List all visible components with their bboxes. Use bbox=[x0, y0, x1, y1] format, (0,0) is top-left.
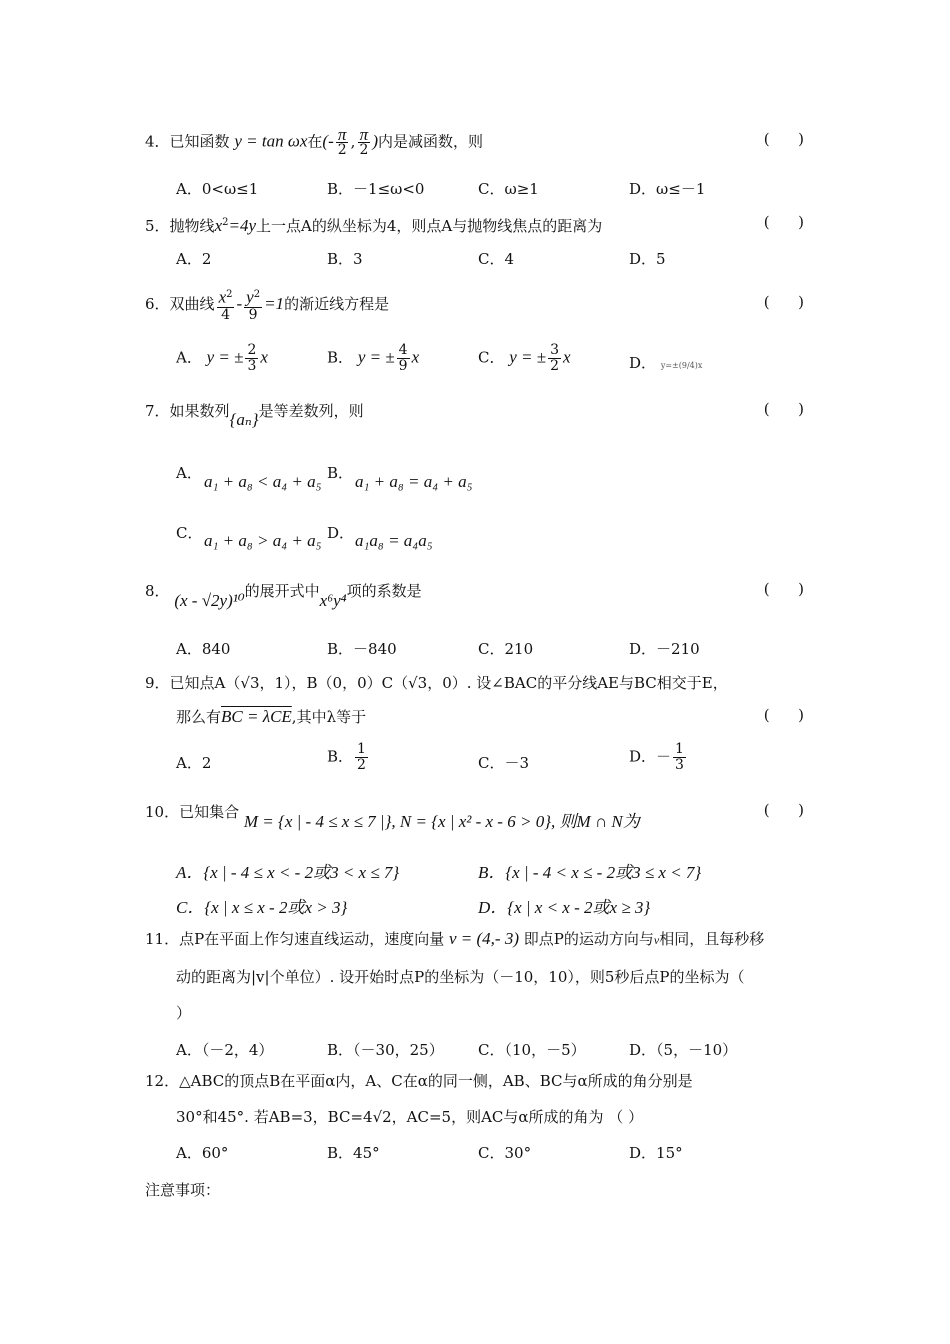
frac-pi-2-b: $\frac{\pi}{2}$ bbox=[359, 125, 369, 158]
q6-option-b: B． y = ± $\frac{4}{9}$ x bbox=[327, 342, 420, 374]
q7-option-c: a₁ + a₈ > a₄ + a₅ bbox=[204, 531, 322, 550]
q8-option-d: D．－210 bbox=[629, 640, 700, 658]
frac-y2-9: $\frac{y^2}{9}$ bbox=[246, 287, 261, 323]
q6-answer-blank: ( ) bbox=[763, 293, 804, 311]
frac-x2-4: $\frac{x^2}{4}$ bbox=[218, 287, 233, 323]
q7-stem: 7．如果数列{aₙ}是等差数列，则 bbox=[145, 402, 364, 429]
q6-option-d: D． y=±(9/4)x bbox=[629, 354, 703, 372]
q12-option-b: B．45° bbox=[327, 1144, 380, 1162]
q8-option-b: B．－840 bbox=[327, 640, 397, 658]
q9-option-d: D．－ $\frac{1}{3}$ bbox=[629, 741, 684, 773]
q12-line1: 12．△ABC的顶点B在平面α内，A、C在α的同一侧，AB、BC与α所成的角分别是 bbox=[145, 1072, 693, 1090]
q11-line3: ） bbox=[176, 1004, 192, 1022]
q12-line2: 30°和45°. 若AB=3，BC=4√2，AC=5，则AC与α所成的角为 （ ） bbox=[176, 1108, 644, 1126]
q6-option-a: A． y = ± $\frac{2}{3}$ x bbox=[176, 342, 268, 374]
q6-option-c: C． y = ± $\frac{3}{2}$ x bbox=[478, 342, 571, 374]
q9-line2: 那么有BC = λCE,其中λ等于 bbox=[176, 707, 367, 726]
q4-option-d: D．ω≤－1 bbox=[629, 180, 706, 198]
q7-option-a: a₁ + a₈ < a₄ + a₅ bbox=[204, 472, 322, 491]
q12-option-c: C．30° bbox=[478, 1144, 532, 1162]
q10-answer-blank: ( ) bbox=[763, 801, 804, 819]
q11-option-d: D．（5，－10） bbox=[629, 1041, 738, 1059]
q9-option-c: C．－3 bbox=[478, 754, 530, 772]
q11-line1: 11．点P在平面上作匀速直线运动，速度向量 v = (4,- 3) 即点P的运动方向与v相同，且每秒移 bbox=[145, 929, 765, 948]
q8-stem: 8． (x - √2y)¹⁰的展开式中x⁶y⁴项的系数是 bbox=[145, 582, 422, 610]
q7-option-c-label: C． bbox=[176, 524, 203, 542]
q8-answer-blank: ( ) bbox=[763, 580, 804, 598]
q5-answer-blank: ( ) bbox=[763, 213, 804, 231]
q7-option-a-label: A． bbox=[176, 464, 202, 482]
q7-option-d: a₁a₈ = a₄a₅ bbox=[355, 531, 433, 550]
q10-stem: 10．已知集合 M = {x | - 4 ≤ x ≤ 7 |}, N = {x | x² - x - 6 > 0}, 则M ∩ N为 bbox=[145, 803, 640, 831]
q5-option-b: B．3 bbox=[327, 250, 363, 268]
q8-option-c: C．210 bbox=[478, 640, 534, 658]
q9-option-b: B． $\frac{1}{2}$ bbox=[327, 741, 366, 773]
q4-option-a: A．0<ω≤1 bbox=[176, 180, 259, 198]
q11-line2: 动的距离为|v|个单位）. 设开始时点P的坐标为（－10，10），则5秒后点P的坐标为（ bbox=[176, 968, 745, 986]
frac-pi-2: $\frac{\pi}{2}$ bbox=[337, 125, 347, 158]
q12-option-d: D．15° bbox=[629, 1144, 683, 1162]
q10-option-b: B．{x | - 4 < x ≤ - 2或3 ≤ x < 7} bbox=[478, 863, 702, 882]
q10-option-a: A．{x | - 4 ≤ x < - 2或3 < x ≤ 7} bbox=[176, 863, 400, 882]
q7-option-b-label: B． bbox=[327, 464, 354, 482]
q10-option-d: D．{x | x < x - 2或x ≥ 3} bbox=[478, 898, 651, 917]
notes-heading: 注意事项： bbox=[145, 1181, 221, 1199]
q9-answer-blank: ( ) bbox=[763, 706, 804, 724]
q11-option-b: B．（－30，25） bbox=[327, 1041, 444, 1059]
q5-option-c: C．4 bbox=[478, 250, 515, 268]
q11-option-a: A．（－2，4） bbox=[176, 1041, 274, 1059]
q4-stem: 4．已知函数 y = tan ωx在(- $\frac{\pi}{2}$ , $\frac{\pi}{2}$ )内是减函数，则 bbox=[145, 125, 484, 158]
q6-stem: 6．双曲线 $\frac{x^2}{4}$ - $\frac{y^2}{9}$ =1的渐近线方程是 bbox=[145, 287, 390, 323]
q7-answer-blank: ( ) bbox=[763, 400, 804, 418]
q12-option-a: A．60° bbox=[176, 1144, 229, 1162]
q5-option-d: D．5 bbox=[629, 250, 666, 268]
q10-option-c: C．{x | x ≤ x - 2或x > 3} bbox=[176, 898, 348, 917]
q8-option-a: A．840 bbox=[176, 640, 231, 658]
q5-option-a: A．2 bbox=[176, 250, 212, 268]
q11-option-c: C．（10，－5） bbox=[478, 1041, 586, 1059]
q4-option-c: C．ω≥1 bbox=[478, 180, 539, 198]
q7-option-b: a₁ + a₈ = a₄ + a₅ bbox=[355, 472, 473, 491]
q4-option-b: B．－1≤ω<0 bbox=[327, 180, 425, 198]
q7-option-d-label: D． bbox=[327, 524, 355, 542]
q5-stem: 5．抛物线$x^2=4y$上一点A的纵坐标为4，则点A与抛物线焦点的距离为 bbox=[145, 216, 603, 235]
q9-line1: 9．已知点A（√3，1），B（0，0）C（√3，0）. 设∠BAC的平分线AE与BC相交于E， bbox=[145, 674, 728, 692]
q4-answer-blank: ( ) bbox=[763, 130, 804, 148]
q9-option-a: A．2 bbox=[176, 754, 212, 772]
